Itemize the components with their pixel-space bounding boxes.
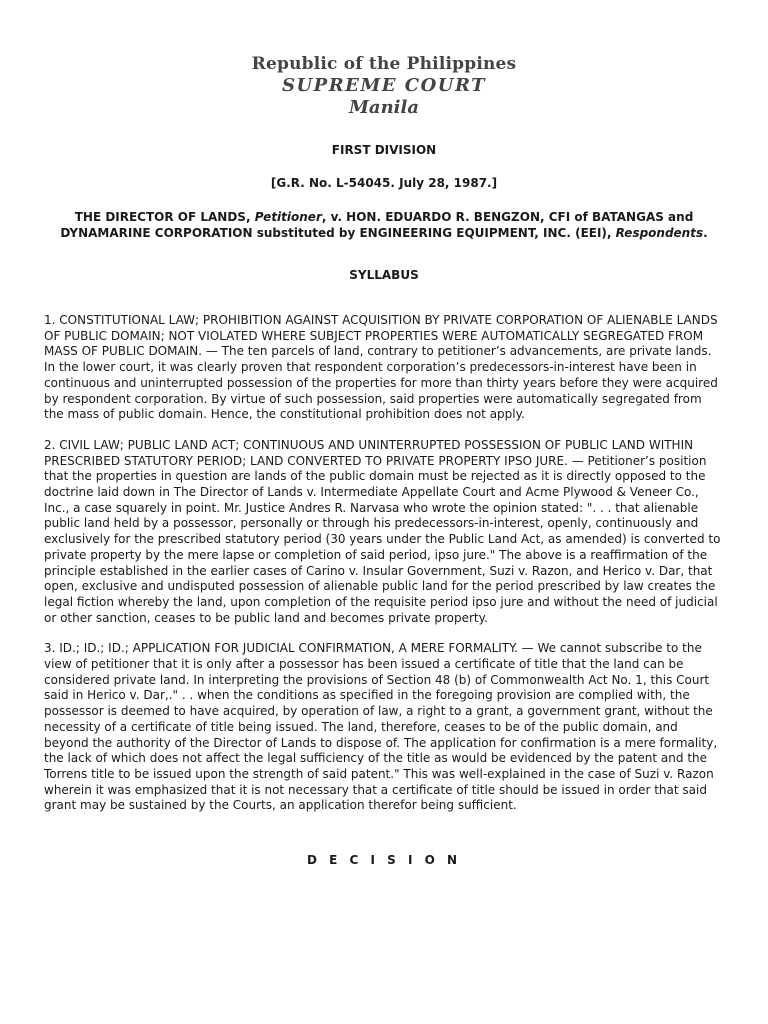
- petitioner-label: Petitioner: [254, 210, 322, 224]
- case-parties: [0, 210, 768, 241]
- decision-heading: D E C I S I O N: [306, 853, 462, 868]
- masthead-city: Manila: [348, 97, 419, 118]
- masthead: [0, 0, 768, 119]
- masthead-court: SUPREME COURT: [281, 75, 487, 96]
- parties-text-2: , v. HON. EDUARDO R. BENGZON, CFI of BATANGAS and DYNAMARINE CORPORATION substituted by ENGINEERING EQUIPMENT, INC. (EEI),: [60, 210, 694, 240]
- respondents-label: Respondents: [615, 225, 704, 240]
- syllabus-paragraph-1: 1. CONSTITUTIONAL LAW; PROHIBITION AGAINST ACQUISITION BY PRIVATE CORPORATION OF ALIENABLE LANDS OF PUBLIC DOMAIN; NOT VIOLATED WHERE SUBJECT PROPERTIES WERE AUTOMATICALLY SEGREGATED FROM MASS OF PUBLIC DOMAIN. — The ten parcels of land, contrary to petitioner’s advancements, are private lands. In the lower court, it was clearly proven that respondent corporation’s predecessors-in-interest have been in continuous and uninterrupted possession of the properties for more than thirty years before they were acquired by respondent corporation. By virtue of such possession, said properties were automatically segregated from the mass of public domain. Hence, the constitutional prohibition does not apply.: [44, 313, 718, 422]
- syllabus-heading: SYLLABUS: [349, 268, 419, 282]
- syllabus-paragraph-3: 3. ID.; ID.; ID.; APPLICATION FOR JUDICIAL CONFIRMATION, A MERE FORMALITY. — We cannot subscribe to the view of petitioner that it is only after a possessor has been issued a certificate of title that the land can be considered private land. In interpreting the provisions of Section 48 (b) of Commonwealth Act No. 1, this Court said in Herico v. Dar,." . . when the conditions as specified in the foregoing provision are complied with, the possessor is deemed to have acquired, by operation of law, a right to a grant, a government grant, without the necessity of a certificate of title being issued. The land, therefore, ceases to be of the public domain, and beyond the authority of the Director of Lands to dispose of. The application for confirmation is a mere formality, the lack of which does not affect the legal sufficiency of the title as would be evidenced by the patent and the Torrens title to be issued upon the strength of said patent." This was well-explained in the case of Suzi v. Razon wherein it was emphasized that it is not necessary that a certificate of title should be issued in order that said grant may be sustained by the Courts, an application therefor being sufficient.: [44, 641, 718, 813]
- syllabus-paragraph-2: 2. CIVIL LAW; PUBLIC LAND ACT; CONTINUOUS AND UNINTERRUPTED POSSESSION OF PUBLIC LAND WITHIN PRESCRIBED STATUTORY PERIOD; LAND CONVERTED TO PRIVATE PROPERTY IPSO JURE. — Petitioner’s position that the properties in question are lands of the public domain must be rejected as it is directly opposed to the doctrine laid down in The Director of Lands v. Intermediate Appellate Court and Acme Plywood & Veneer Co., Inc., a case squarely in point. Mr. Justice Andres R. Narvasa who wrote the opinion stated: ". . . that alienable public land held by a possessor, personally or through his predecessors-in-interest, openly, continuously and exclusively for the prescribed statutory period (30 years under the Public Land Act, as amended) is converted to private property by the mere lapse or completion of said period, ipso jure." The above is a reaffirmation of the principle established in the earlier cases of Carino v. Insular Government, Suzi v. Razon, and Herico v. Dar, that open, exclusive and undisputed possession of alienable public land for the period prescribed by law creates the legal fiction whereby the land, upon completion of the requisite period ipso jure and without the need of judicial or other sanction, ceases to be public land and becomes private property.: [44, 437, 721, 625]
- masthead-republic: Republic of the Philippines: [251, 54, 517, 74]
- syllabus-body: [0, 313, 768, 814]
- division-heading: FIRST DIVISION: [331, 143, 437, 157]
- case-number: [G.R. No. L-54045. July 28, 1987.]: [270, 176, 498, 190]
- parties-text-1: THE DIRECTOR OF LANDS,: [74, 210, 255, 224]
- parties-text-3: .: [703, 225, 708, 240]
